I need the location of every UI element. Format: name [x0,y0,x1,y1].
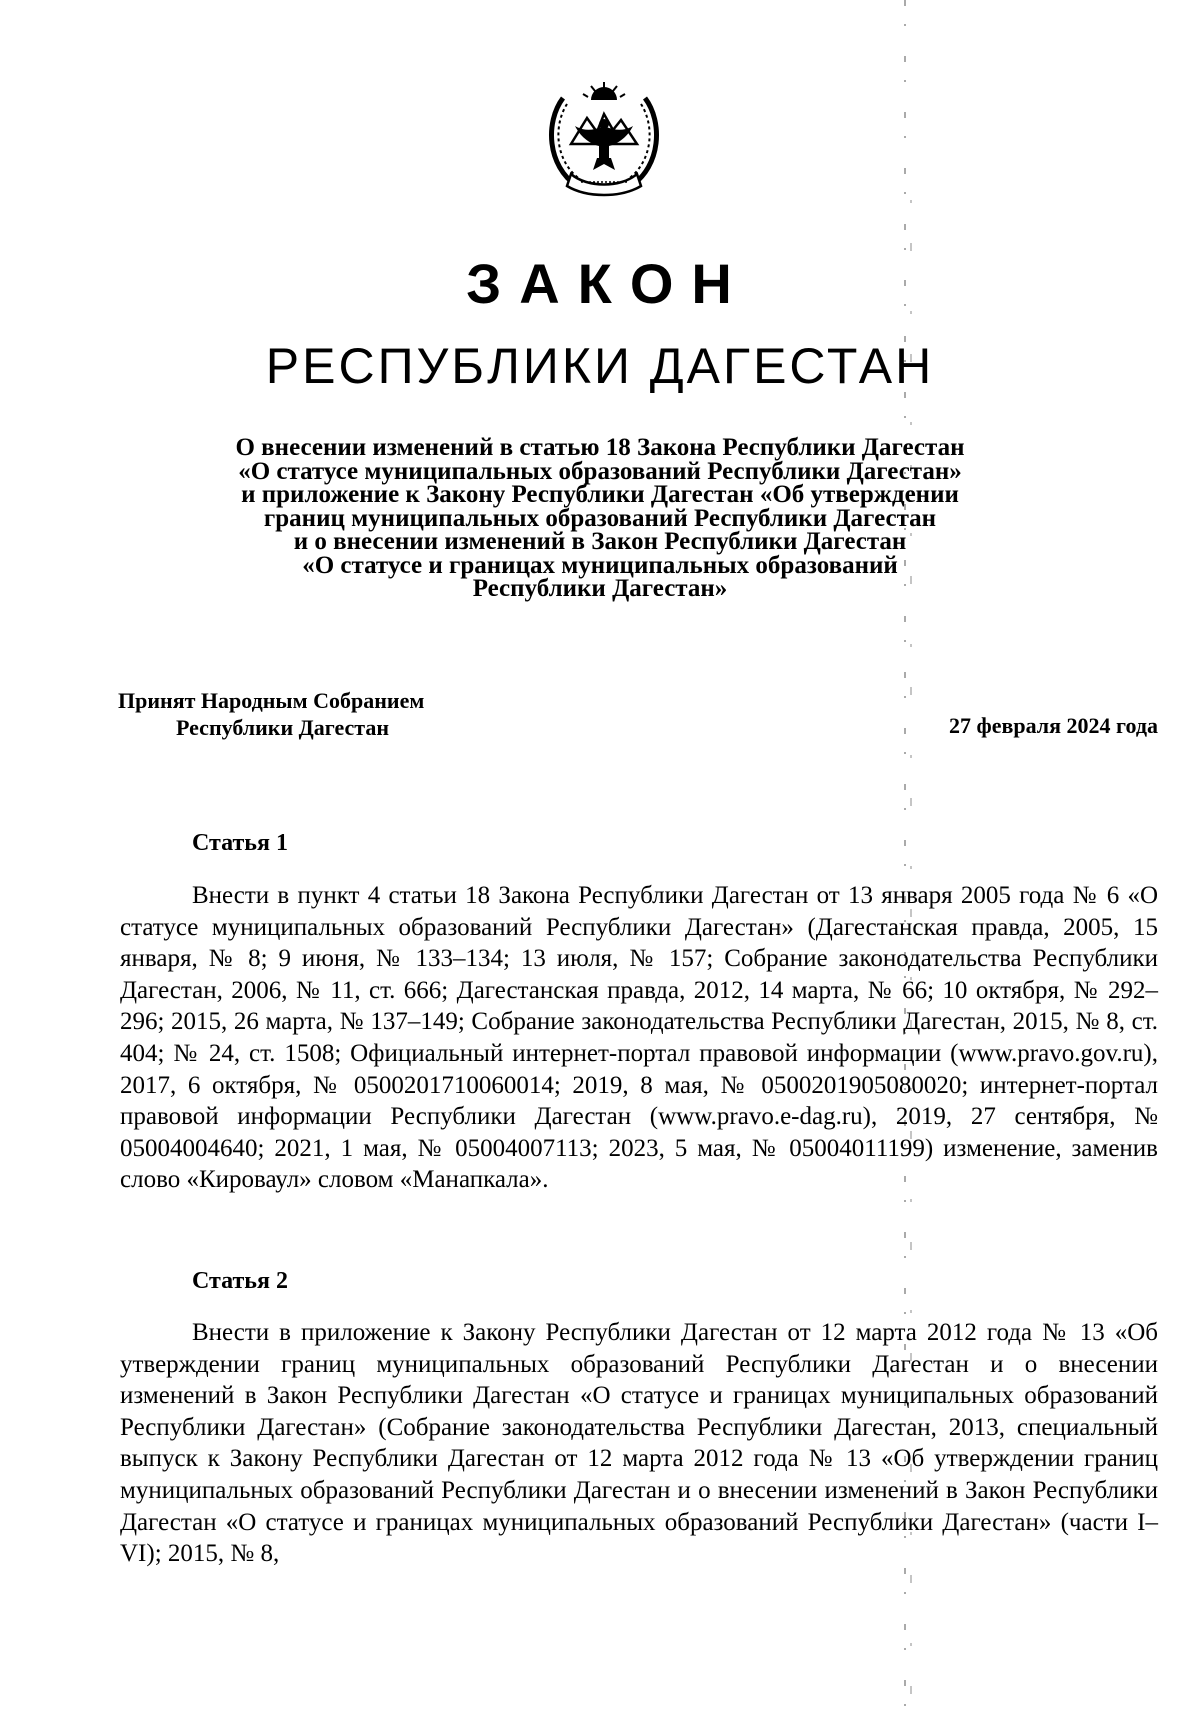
coat-of-arms-icon [541,74,667,202]
law-title-line: «О статусе муниципальных образований Республики Дагестан» [238,457,962,485]
law-title-line: границ муниципальных образований Республики Дагестан [263,504,937,532]
law-title [150,436,1050,601]
article-1-text: Внести в пункт 4 статьи 18 Закона Республики Дагестан от 13 января 2005 года № 6 «О статусе муниципальных образований Республики Дагестан» (Дагестанская правда, 2005, 15 января, № 8; 9 июня, № 133–134; 13 июля, № 157; Собрание законодательства Республики Дагестан, 2006, № 11, ст. 666; Дагестанская правда, 2012, 14 марта, № 66; 10 октября, № 292–296; 2015, 26 марта, № 137–149; Собрание законодательства Республики Дагестан, 2015, № 8, ст. 404; № 24, ст. 1508; Официальный интернет-портал правовой информации (www.pravo.gov.ru), 2017, 6 октября, № 0500201710060014; 2019, 8 мая, № 0500201905080020; интернет-портал правовой информации Республики Дагестан (www.pravo.e-dag.ru), 2019, 27 сентября, № 05004004640; 2021, 1 мая, № 05004007113; 2023, 5 мая, № 05004011199) изменение, заменив слово «Кироваул» словом «Манапкала». [120,882,1158,1194]
article-2-title: Статья 2 [192,1268,288,1294]
law-title-line: и приложение к Закону Республики Дагестан «Об утверждении [241,481,959,508]
republic-heading: РЕСПУБЛИКИ ДАГЕСТАН [265,338,935,394]
adoption-body [118,687,538,741]
adoption-line: Республики Дагестан [176,715,390,740]
adoption-date: 27 февраля 2024 года [949,713,1158,738]
article-1-title: Статья 1 [192,830,288,856]
law-title-line: «О статусе и границах муниципальных образований [302,551,898,579]
law-heading: ЗАКОН [466,252,750,315]
law-title-line: и о внесении изменений в Закон Республики Дагестан [293,528,907,555]
article-2-text: Внести в приложение к Закону Республики Дагестан от 12 марта 2012 года № 13 «Об утверждении границ муниципальных образований Республики Дагестан и о внесении изменений в Закон Республики Дагестан «О статусе и границах муниципальных образований Республики Дагестан» (Собрание законодательства Республики Дагестан, 2013, специальный выпуск к Закону Республики Дагестан от 12 марта 2012 года № 13 «Об утверждении границ муниципальных образований Республики Дагестан и о внесении изменений в Закон Республики Дагестан «О статусе и границах муниципальных образований Республики Дагестан» (части I–VI); 2015, № 8, [120,1319,1158,1568]
law-title-line: О внесении изменений в статью 18 Закона Республики Дагестан [235,434,965,461]
law-title-line: Республики Дагестан» [472,575,728,602]
adoption-line: Принят Народным Собранием [118,688,425,713]
